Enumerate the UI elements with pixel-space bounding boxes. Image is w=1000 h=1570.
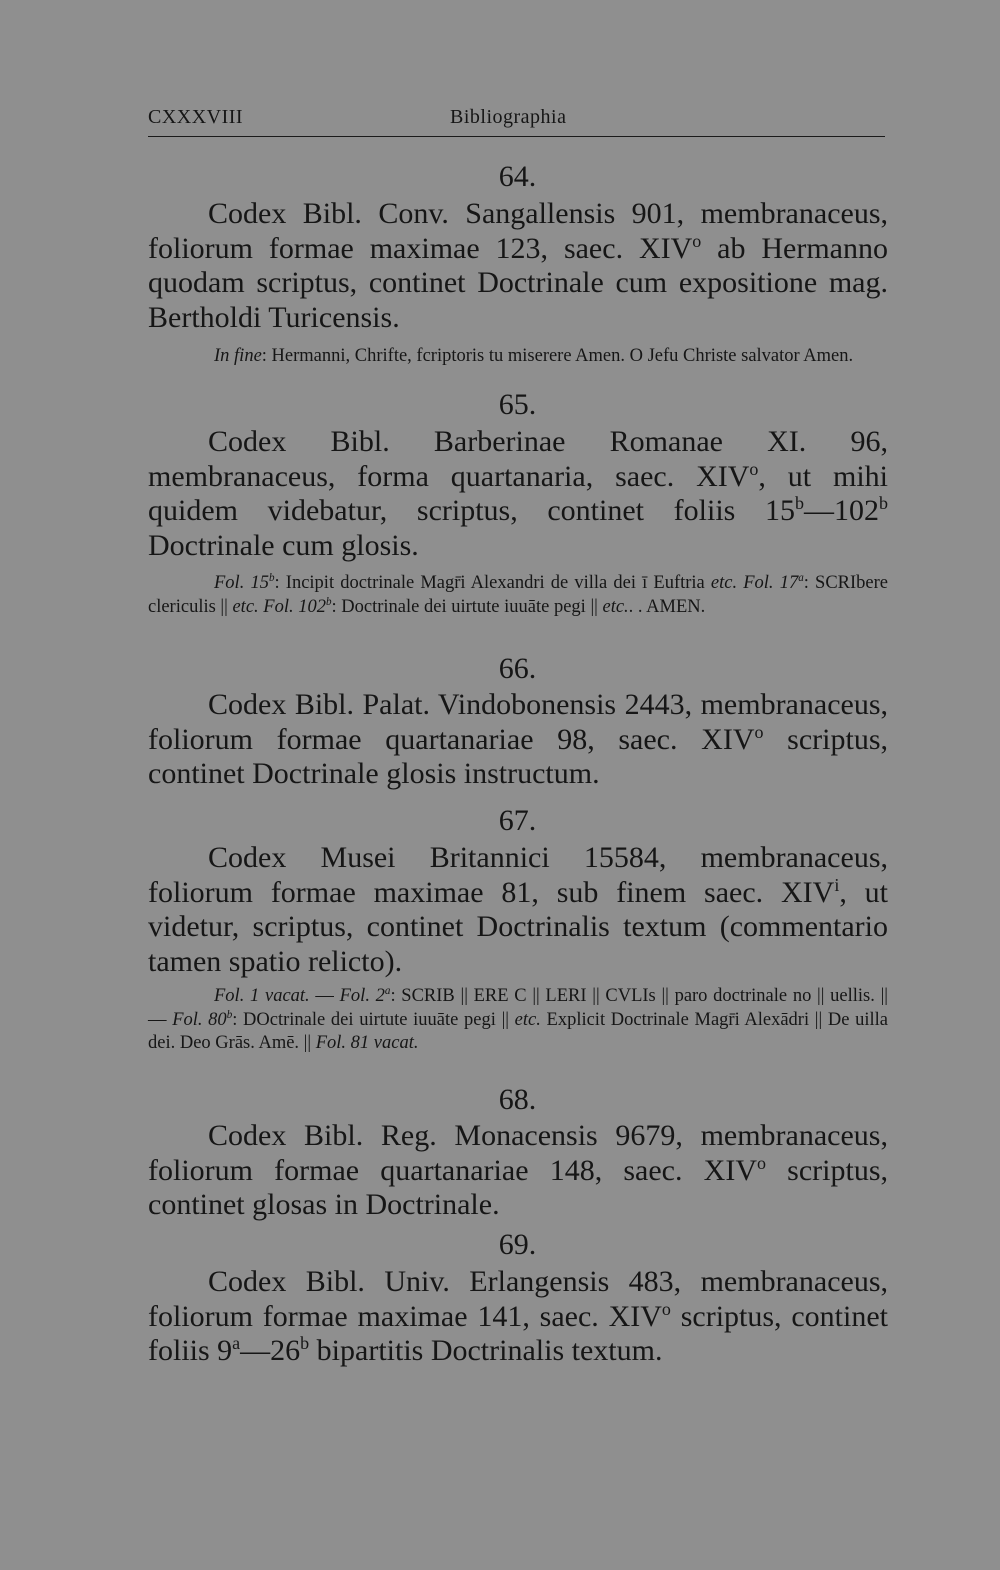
entry-65-note-fol15-sup: b [268, 571, 275, 584]
entry-67-text [148, 841, 888, 979]
entry-67-note-fol80-sup: b [226, 1008, 233, 1021]
entry-67-note-explicit: Explicit Doctrinale Magr̄i Alexādri || De uilla dei. Deo Grās. Amē. || [148, 1009, 888, 1053]
entry-64-note [148, 345, 888, 369]
entry-65-part2: , ut mihi quidem videbatur, scriptus, continet foliis 15 [148, 459, 888, 527]
entry-65-text [148, 425, 888, 563]
entry-number-67: 67. [498, 804, 537, 837]
entry-68-text [148, 1119, 888, 1223]
entry-67-note-fol1: Fol. 1 vacat. [214, 986, 310, 1006]
entry-65-note-etc2: etc. [232, 596, 259, 617]
entry-64-part1: Codex Bibl. Conv. Sangallensis 901, membranaceus, foliorum formae maximae 123, saec. XIV [148, 197, 888, 265]
running-head [148, 104, 885, 137]
entry-69-text [148, 1265, 888, 1369]
entry-number-65: 65. [498, 388, 537, 421]
entry-68-sup1: o [757, 1152, 766, 1173]
entry-65-note-fol15: Fol. 15 [214, 573, 269, 593]
entry-69-part4: bipartitis Doctrinalis textum. [309, 1334, 663, 1367]
entry-66-part1: Codex Bibl. Palat. Vindobonensis 2443, membranaceus, foliorum formae quartanariae 98, saec. XIV [148, 688, 888, 756]
entry-67-note-fol2-sup: a [384, 984, 391, 997]
entry-65-note [148, 572, 888, 619]
entry-67-part1: Codex Musei Britannici 15584, membranaceus, foliorum formae maximae 81, sub finem saec. XIV [148, 841, 888, 909]
entry-65-note-fol102-text: : Doctrinale dei uirtute iuuāte pegi || [331, 596, 603, 617]
entry-65-part3: —102 [804, 494, 879, 527]
entry-67-note-fol80-text: : DOctrinale dei uirtute iuuāte pegi || [232, 1009, 515, 1030]
entry-65-note-fol17-sup: a [798, 571, 804, 584]
entry-number-69: 69. [498, 1228, 537, 1261]
entry-66-text [148, 688, 888, 792]
entry-64-text [148, 197, 888, 335]
running-title: Bibliographia [450, 106, 567, 128]
entry-65-sup1: o [749, 458, 759, 479]
entry-65-note-fol102: Fol. 102 [263, 596, 326, 617]
entry-65-note-etc1: etc. [710, 573, 738, 593]
entry-65-note-end: . . AMEN. [628, 596, 706, 617]
entry-65-note-fol102-sup: b [325, 595, 332, 608]
entry-67-note-fol2-text: : SCRIB || ERE C || LERI || CVLIs || paro doctrinale no || uellis. || — [148, 986, 888, 1030]
entry-69-part2: scriptus, continet foliis 9 [148, 1299, 888, 1367]
entry-69-part1: Codex Bibl. Univ. Erlangensis 483, membranaceus, foliorum formae maximae 141, saec. XIV [148, 1265, 888, 1333]
entry-64-sup1: o [692, 230, 702, 251]
entry-69-sup2: a [232, 1333, 241, 1353]
entry-67-note-fol2: Fol. 2 [339, 986, 385, 1006]
entry-67-note-dash: — [309, 986, 340, 1006]
entry-68-part1: Codex Bibl. Reg. Monacensis 9679, membranaceus, foliorum formae quartanariae 148, saec. XIV [148, 1119, 888, 1187]
entry-66-sup1: o [754, 721, 764, 742]
entry-67-note [148, 985, 888, 1056]
entry-64-part2: ab Hermanno quodam scriptus, continet Doctrinale cum expositione mag. Bertholdi Turicensis. [148, 231, 888, 334]
entry-number-66: 66. [498, 652, 537, 685]
entry-65-sup3: b [879, 493, 888, 513]
entry-65-note-fol17: Fol. 17 [743, 573, 799, 593]
entry-69-sup3: b [300, 1333, 310, 1353]
page-folio: CXXXVIII [148, 106, 244, 128]
entry-69-sup1: o [661, 1298, 671, 1319]
entry-65-note-fol17-text: : SCRIbere clericulis || [148, 573, 888, 617]
entry-67-sup1: i [834, 874, 840, 895]
entry-65-part4: Doctrinale cum glosis. [148, 528, 419, 562]
entry-66-part2: scriptus, continet Doctrinale glosis instructum. [148, 722, 889, 790]
entry-number-68: 68. [498, 1083, 537, 1116]
entry-65-sup2: b [795, 493, 804, 513]
entry-65-part1: Codex Bibl. Barberinae Romanae XI. 96, membranaceus, forma quartanaria, saec. XIV [148, 425, 888, 493]
entry-67-part2: , ut videtur, scriptus, continet Doctrinalis textum (commentario tamen spatio relicto). [148, 875, 888, 978]
entry-65-note-fol15-text: : Incipit doctrinale Magr̄i Alexandri de villa dei ī Euftria [274, 573, 711, 593]
entry-67-note-fol80: Fol. 80 [172, 1009, 227, 1030]
entry-67-note-etc: etc. [514, 1009, 541, 1030]
entry-67-note-fol81: Fol. 81 vacat. [315, 1033, 419, 1053]
entry-65-note-etc3: etc. [602, 596, 629, 617]
entry-69-part3: —26 [240, 1334, 301, 1367]
entry-68-part2: scriptus, continet glosas in Doctrinale. [148, 1153, 889, 1221]
entry-64-note-text: : Hermanni, Chrifte, fcriptoris tu miserere Amen. O Jefu Christe salvator Amen. [261, 346, 854, 366]
entry-number-64: 64. [498, 160, 537, 193]
entry-64-note-label: In fine [214, 346, 262, 366]
